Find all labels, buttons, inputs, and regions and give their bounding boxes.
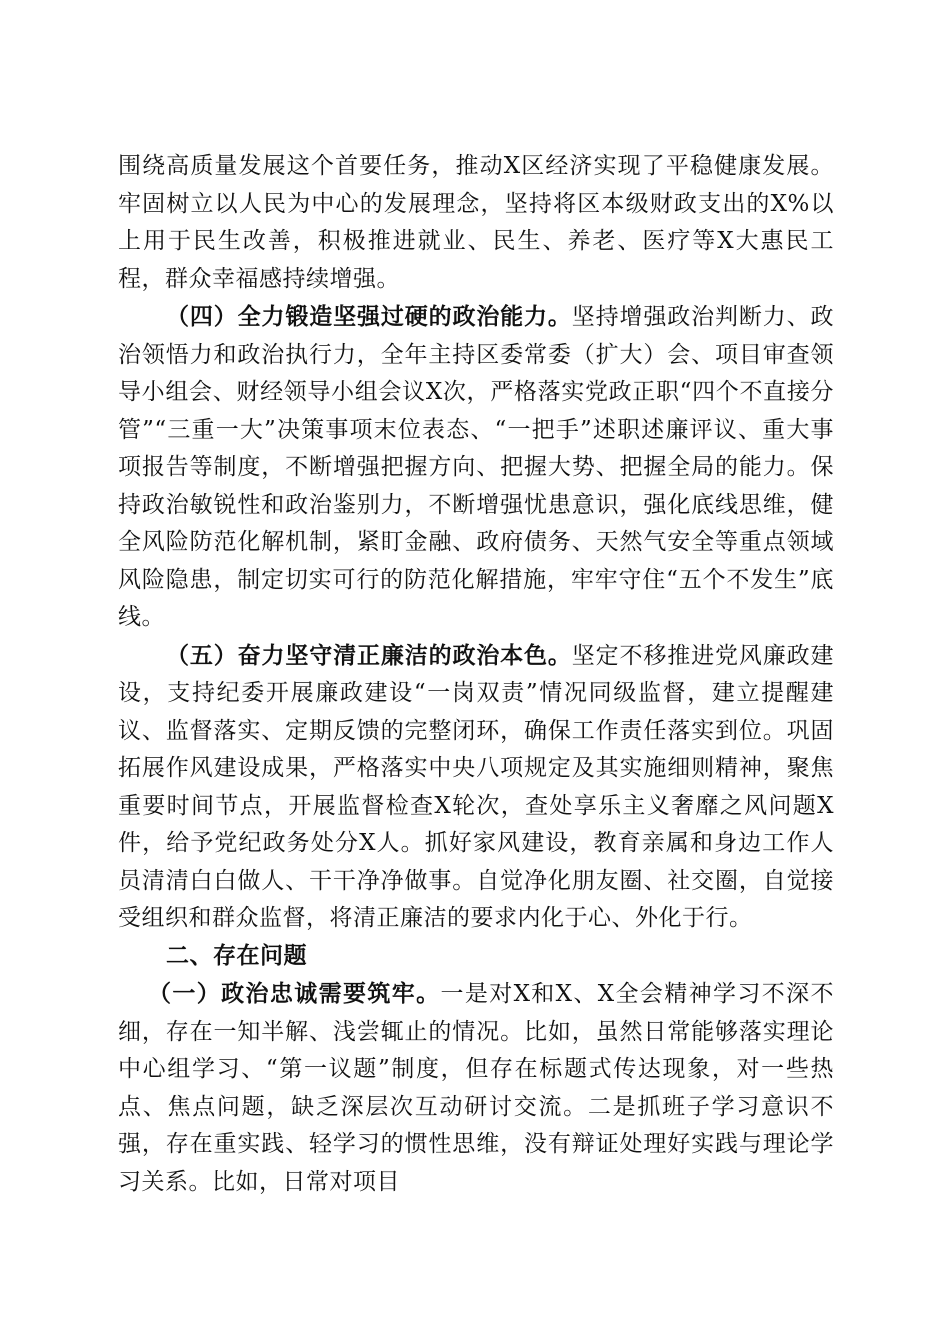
paragraph-heading: （五）奋力坚守清正廉洁的政治本色。 [166,641,572,669]
paragraph-text: 坚定不移推进党风廉政建设，支持纪委开展廉政建设“一岗双责”情况同级监督，建立提醒建议、监督落实、定期反馈的完整闭环，确保工作责任落实到位。巩固拓展作风建设成果，严格落实中央八项规定及其实施细则精神，聚焦重要时间节点，开展监督检查X轮次，查处享乐主义奢靡之风问题X件，给予党纪政务处分X人。抓好家风建设，教育亲属和身边工作人员清清白白做人、干干净净做事。自觉净化朋友圈、社交圈，自觉接受组织和群众监督，将清正廉洁的要求内化于心、外化于行。 [118,642,835,931]
paragraph-political-loyalty [118,975,834,1201]
paragraph-text: 围绕高质量发展这个首要任务，推动X区经济实现了平稳健康发展。牢固树立以人民为中心的发展理念，坚持将区本级财政支出的X%以上用于民生改善，积极推进就业、民生、养老、医疗等X大惠民工程，群众幸福感持续增强。 [118,153,834,292]
paragraph-text: 坚持增强政治判断力、政治领悟力和政治执行力，全年主持区委常委（扩大）会、项目审查领导小组会、财经领导小组会议X次，严格落实党政正职“四个不直接分管”“三重一大”决策事项末位表态、“一把手”述职述廉评议、重大事项报告等制度，不断增强把握方向、把握大势、把握全局的能力。保持政治敏锐性和政治鉴别力，不断增强忧患意识，强化底线思维，健全风险防范化解机制，紧盯金融、政府债务、天然气安全等重点领域风险隐患，制定切实可行的防范化解措施，牢牢守住“五个不发生”底线。 [118,304,835,630]
paragraph-integrity [118,637,834,938]
paragraph-livelihood [118,148,834,298]
section-title-problems: 二、存在问题 [166,942,307,969]
paragraph-text: 一是对X和X、X全会精神学习不深不细，存在一知半解、浅尝辄止的情况。比如，虽然日常能够落实理论中心组学习、“第一议题”制度，但存在标题式传达现象，对一些热点、焦点问题，缺乏深层次互动研讨交流。二是抓班子学习意识不强，存在重实践、轻学习的惯性思维，没有辩证处理好实践与理论学习关系。比如，日常对项目 [118,981,835,1195]
paragraph-political-capability [118,298,834,637]
paragraph-heading: （四）全力锻造坚强过硬的政治能力。 [166,303,572,330]
document-page [118,148,834,1201]
paragraph-heading: （一）政治忠诚需要筑牢。 [148,980,441,1007]
